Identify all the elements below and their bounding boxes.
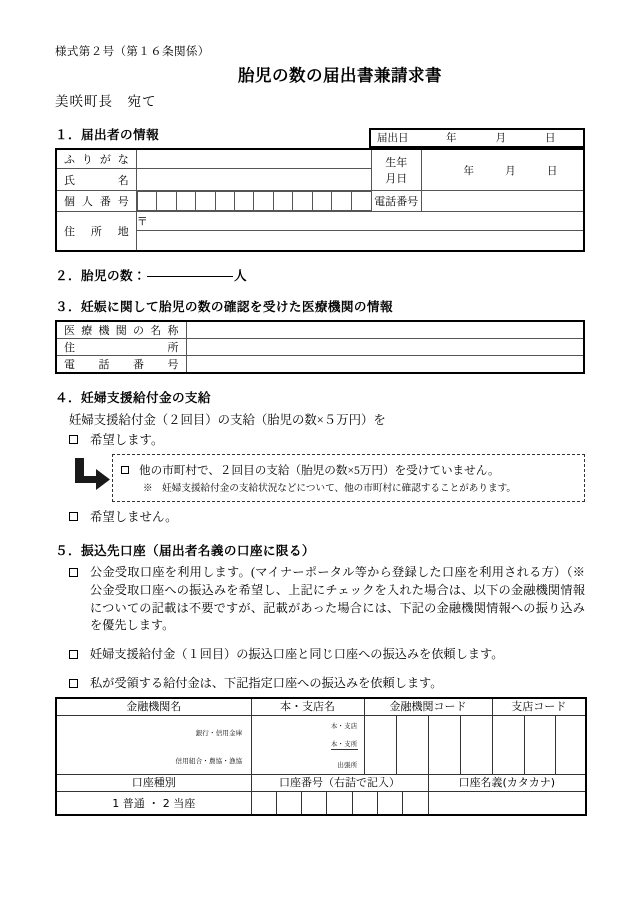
name-label: 氏 名 <box>56 169 136 191</box>
addressee: 美咲町長 宛て <box>55 93 157 109</box>
branch-code-cell[interactable] <box>524 715 555 774</box>
account-number-digit-cell[interactable] <box>352 792 377 814</box>
designated-account-option[interactable] <box>55 675 585 693</box>
bank-code-header: 金融機関コード <box>364 698 492 716</box>
filing-date-day[interactable]: 日 <box>545 132 556 145</box>
filing-date-label: 届出日 <box>377 132 409 145</box>
other-municipality-option[interactable] <box>121 462 576 479</box>
phone-input[interactable] <box>421 191 584 212</box>
birthdate-label-line1: 生年 <box>385 156 408 170</box>
bank-account-table <box>55 697 587 816</box>
benefit-no-label: 希望しません。 <box>90 510 178 525</box>
bank-kind-1-label: 銀行・信用金庫 <box>195 728 243 737</box>
postal-code-input[interactable] <box>136 212 584 231</box>
checkbox-icon[interactable] <box>69 679 78 688</box>
page-title: 胎児の数の届出書兼請求書 <box>238 65 442 85</box>
designated-account-label: 私が受領する給付金は、下記指定口座への振込みを依頼します。 <box>90 676 443 691</box>
birthdate-label-line2: 月日 <box>385 172 408 186</box>
institution-name-label: 医療機関の名称 <box>56 321 186 339</box>
institution-phone-input[interactable] <box>186 355 584 373</box>
bank-name-input[interactable] <box>56 715 251 774</box>
account-holder-input[interactable] <box>428 791 586 815</box>
account-number-digit-cell[interactable] <box>377 792 402 814</box>
branch-code-header: 支店コード <box>492 698 586 716</box>
benefit-yes-label: 希望します。 <box>90 433 164 448</box>
mynumber-digit-cell[interactable] <box>351 192 371 211</box>
benefit-yes-option[interactable] <box>55 431 585 450</box>
bank-code-cell[interactable] <box>364 715 396 774</box>
birth-day: 日 <box>546 164 558 177</box>
bank-code-cell[interactable] <box>428 715 460 774</box>
address-label: 住 所 地 <box>56 212 136 251</box>
institution-address-label: 住 所 <box>56 338 186 355</box>
account-number-header: 口座番号（右詰で記入） <box>251 774 428 791</box>
applicant-table <box>55 148 585 252</box>
filing-date-header <box>369 128 585 148</box>
mynumber-digit-cell[interactable] <box>196 192 215 211</box>
branch-code-cell[interactable] <box>492 715 524 774</box>
bank-code-cell[interactable] <box>396 715 428 774</box>
mynumber-digit-cell[interactable] <box>254 192 273 211</box>
mynumber-digit-cell[interactable] <box>332 192 351 211</box>
filing-date-year[interactable]: 年 <box>446 132 457 145</box>
section-3-heading: ３．妊娠に関して胎児の数の確認を受けた医療機関の情報 <box>55 298 393 314</box>
mynumber-digit-cell[interactable] <box>157 192 176 211</box>
section-4-lead: 妊婦支援給付金（２回目）の支給（胎児の数×５万円）を <box>69 412 386 427</box>
section-4 <box>55 387 585 527</box>
account-number-digit-cell[interactable] <box>327 792 352 814</box>
birthdate-label <box>371 149 421 191</box>
filing-date-month[interactable]: 月 <box>495 132 506 145</box>
furigana-label: ふりがな <box>56 149 136 169</box>
section-5 <box>55 540 585 816</box>
account-number-digit-cell[interactable] <box>402 792 427 814</box>
mynumber-digit-cell[interactable] <box>293 192 312 211</box>
public-account-option[interactable] <box>55 564 585 635</box>
mynumber-cells <box>137 191 371 211</box>
form-code: 様式第２号（第１６条関係） <box>55 46 210 58</box>
birth-month: 月 <box>505 164 516 177</box>
mynumber-label: 個人番号 <box>56 191 136 212</box>
other-municipality-label: 他の市町村で、２回目の支給（胎児の数×5万円）を受けていません。 <box>139 463 500 477</box>
section-5-heading: ５．振込先口座（届出者名義の口座に限る） <box>55 543 315 559</box>
account-number-cells <box>252 792 428 814</box>
checkbox-icon[interactable] <box>69 435 78 444</box>
account-number-digit-cell[interactable] <box>252 792 277 814</box>
account-number-digit-cell[interactable] <box>277 792 302 814</box>
furigana-input[interactable] <box>136 149 371 169</box>
public-account-label: 公金受取口座を利用します。(マイナーポータル等から登録した口座を利用される方）（※公金受取口座への振込みを希望し、上記にチェックを入れた場合は、以下の金融機関情報についての記載は不要ですが、記載があった場合には、下記の金融機関情報への振り込みを優先します。 <box>90 565 585 633</box>
phone-label: 電話番号 <box>371 191 421 212</box>
institution-phone-label: 電 話 番 号 <box>56 355 186 373</box>
branch-name-input[interactable] <box>251 715 364 774</box>
account-number-input[interactable] <box>251 791 428 815</box>
fetus-count-input[interactable] <box>147 276 233 277</box>
address-input[interactable] <box>136 231 584 251</box>
mynumber-cell-row <box>137 192 370 211</box>
section-1 <box>55 124 585 252</box>
bank-code-cell[interactable] <box>460 715 492 774</box>
section-3 <box>55 296 585 374</box>
bank-kind-2-label: 信用組合・農協・漁協 <box>175 756 243 765</box>
institution-address-input[interactable] <box>186 338 584 355</box>
institution-name-input[interactable] <box>186 321 584 339</box>
form-body <box>55 46 585 816</box>
branch-kind-3-label: 出張所 <box>337 760 358 769</box>
account-value-row <box>56 791 586 815</box>
account-type-header: 口座種別 <box>56 774 251 791</box>
account-type-value[interactable]: 1 普通 ・ 2 当座 <box>56 791 251 815</box>
section-1-heading: １．届出者の情報 <box>55 126 159 142</box>
mynumber-input[interactable] <box>136 191 371 212</box>
other-municipality-note: ※ 妊婦支援給付金の支給状況などについて、他の市町村に確認することがあります。 <box>143 483 517 495</box>
postal-mark-icon: 〒 <box>136 216 148 229</box>
section-2-label: ２．胎児の数： <box>55 267 146 283</box>
checkbox-icon[interactable] <box>121 466 129 474</box>
same-account-option[interactable] <box>55 646 585 664</box>
birthdate-input[interactable] <box>421 149 584 191</box>
name-input[interactable] <box>136 169 371 191</box>
same-account-label: 妊婦支援給付金（１回目）の振込口座と同じ口座への振込みを依頼します。 <box>90 647 504 662</box>
branch-name-header: 本・支店名 <box>251 698 364 716</box>
account-holder-header: 口座名義(カタカナ) <box>428 774 586 791</box>
mynumber-digit-cell[interactable] <box>176 192 195 211</box>
medical-institution-table <box>55 320 585 374</box>
account-number-digit-cell[interactable] <box>302 792 327 814</box>
bank-name-header: 金融機関名 <box>56 698 251 716</box>
nested-declaration-area <box>55 454 585 503</box>
branch-kind-2-label: 本・支所 <box>330 739 358 748</box>
elbow-arrow-right-icon <box>71 458 111 492</box>
mynumber-digit-cell[interactable] <box>234 192 253 211</box>
benefit-no-option[interactable] <box>55 508 585 527</box>
section-2 <box>55 265 585 284</box>
mynumber-digit-cell[interactable] <box>273 192 292 211</box>
mynumber-digit-cell[interactable] <box>215 192 234 211</box>
branch-code-cell[interactable] <box>555 715 586 774</box>
checkbox-icon[interactable] <box>69 650 78 659</box>
mynumber-digit-cell[interactable] <box>137 192 156 211</box>
mynumber-digit-cell[interactable] <box>312 192 331 211</box>
branch-kind-1-label: 本・支店 <box>330 721 358 730</box>
birth-year: 年 <box>463 164 474 177</box>
nested-declaration-box <box>112 454 585 503</box>
checkbox-icon[interactable] <box>69 512 78 521</box>
checkbox-icon[interactable] <box>69 568 78 577</box>
section-2-unit: 人 <box>233 267 247 283</box>
section-4-heading: ４．妊婦支援給付金の支給 <box>55 389 211 405</box>
